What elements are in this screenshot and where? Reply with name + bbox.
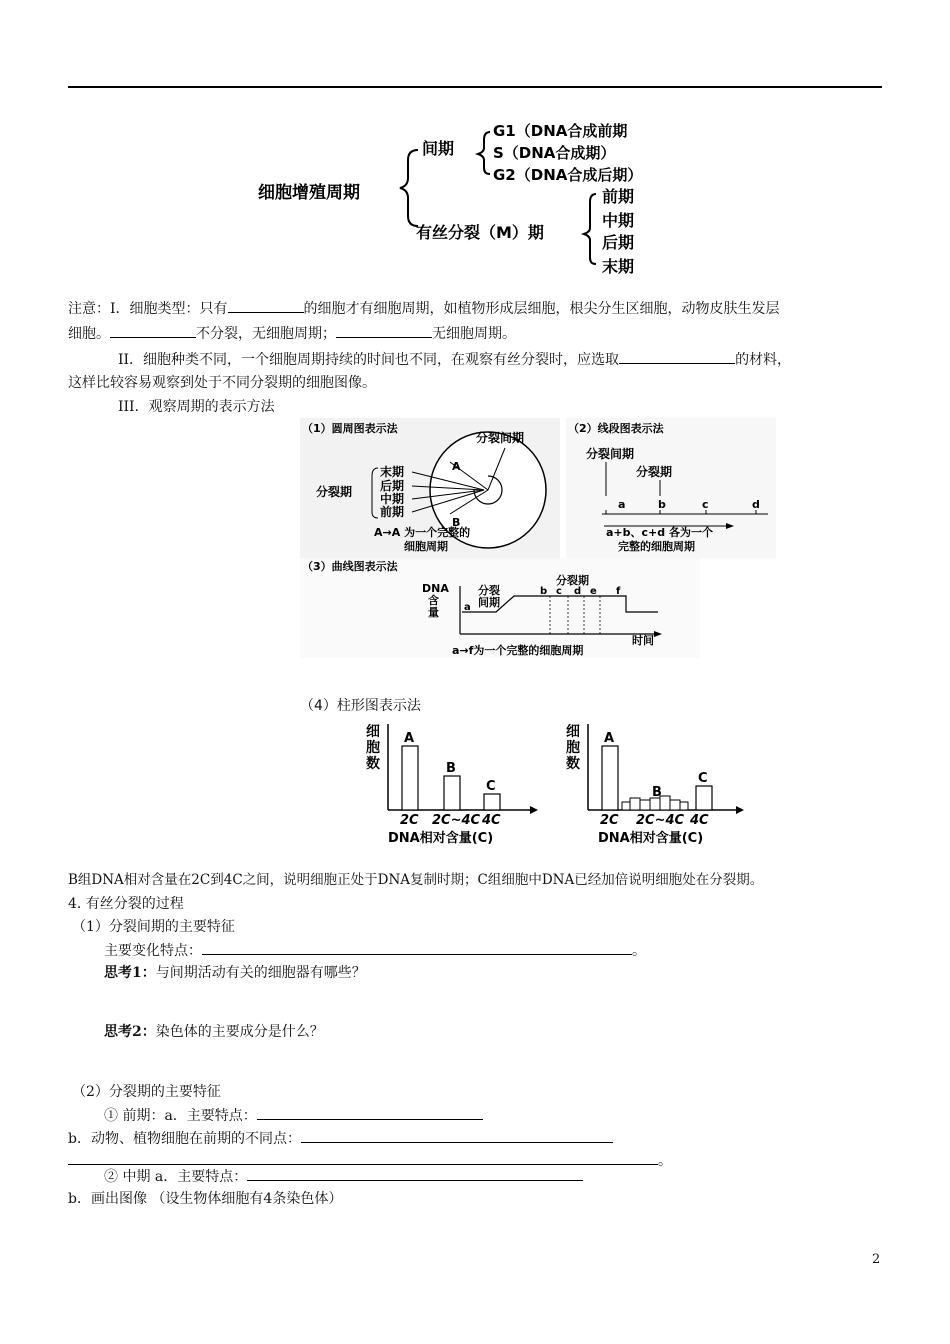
fig3-caption: a→f为一个完整的细胞周期 — [452, 644, 584, 657]
fig4r-label-a: A — [604, 731, 615, 746]
fig4r-ylabel-3: 数 — [566, 756, 580, 772]
fig3-interphase-1: 分裂 — [478, 584, 500, 597]
fig1-caption-1: A→A 为一个完整的 — [374, 526, 471, 539]
fig-curve-diagram — [300, 558, 700, 658]
diagram-s: S（DNA合成期） — [493, 144, 616, 162]
diagram-g2: G2（DNA合成后期） — [493, 166, 643, 184]
fig4l-ylabel-1: 细 — [366, 724, 380, 740]
fig4l-tick-1: 2C — [400, 813, 419, 828]
note-line-4: 这样比较容易观察到处于不同分裂期的细胞图像。 — [68, 375, 376, 391]
fig3-ylabel-2: 含 — [428, 594, 439, 607]
fig3-ylabel-3: 量 — [428, 606, 439, 619]
fig1-phase-3: 中期 — [380, 492, 405, 506]
fig4r-label-b: B — [652, 785, 662, 800]
diagram-g1: G1（DNA合成前期 — [493, 122, 628, 140]
diagram-mitosis: 有丝分裂（M）期 — [416, 223, 544, 242]
fig3-xlabel: 时间 — [632, 634, 654, 647]
main-change-line: 主要变化特点： 。 — [104, 940, 646, 961]
fig1-phase-1: 末期 — [380, 465, 405, 479]
note-line-1: 注意：I．细胞类型：只有 的细胞才有细胞周期，如植物形成层细胞，根尖分生区细胞，动物皮肤生发层 — [68, 298, 780, 319]
fig3-title: （3）曲线图表示法 — [302, 560, 398, 573]
fig1-interphase: 分裂间期 — [476, 431, 525, 445]
note-line-3: II．细胞种类不同，一个细胞周期持续的时间也不同，在观察有丝分裂时，应选取 的材料， — [118, 349, 791, 370]
page-number: 2 — [872, 1252, 881, 1267]
fig-circle-diagram — [300, 418, 560, 558]
diagram-phase-2: 中期 — [602, 211, 635, 230]
fig4-title: （4）柱形图表示法 — [300, 698, 421, 714]
fig4l-bar-b — [444, 776, 460, 810]
fig-line-diagram — [566, 418, 776, 558]
diagram-root: 细胞增殖周期 — [258, 183, 360, 203]
fig4l-ylabel-2: 胞 — [366, 740, 380, 756]
fig3-point-f: f — [616, 586, 621, 597]
note-line-5: III．观察周期的表示方法 — [118, 399, 275, 415]
fig2-point-c: c — [702, 498, 709, 511]
think-1: 思考1：与间期活动有关的细胞器有哪些？ — [104, 965, 366, 981]
cell-cycle-diagram — [250, 112, 690, 282]
fig3-division: 分裂期 — [556, 574, 589, 587]
diagram-phase-3: 后期 — [602, 233, 635, 252]
fig1-phase-4: 前期 — [380, 505, 405, 519]
prophase-b-continue: 。 — [68, 1150, 672, 1171]
fig3-point-a: a — [464, 602, 471, 613]
fig1-point-a: A — [452, 460, 461, 473]
sub-2-heading: （2）分裂期的主要特征 — [72, 1084, 221, 1100]
note-line-2: 细胞。 不分裂，无细胞周期； 无细胞周期。 — [68, 323, 516, 344]
fig4r-label-c: C — [698, 771, 708, 786]
fig4l-bar-c — [484, 794, 500, 810]
prophase-b-line: b．动物、植物细胞在前期的不同点： — [68, 1128, 613, 1149]
fig-bar-chart-right — [560, 720, 760, 850]
fig2-point-b: b — [658, 498, 666, 511]
fig4l-label-c: C — [486, 779, 496, 794]
think-2: 思考2：染色体的主要成分是什么？ — [104, 1024, 324, 1040]
fig4l-ylabel-3: 数 — [366, 756, 380, 772]
fig4r-tick-2: 2C~4C — [636, 813, 685, 828]
prophase-line: ① 前期：a．主要特点： — [104, 1105, 483, 1126]
fig2-caption-2: 完整的细胞周期 — [618, 540, 695, 553]
fig2-point-d: d — [752, 498, 760, 511]
fig1-title: （1）圆周图表示法 — [302, 422, 398, 435]
diagram-phase-1: 前期 — [602, 187, 635, 206]
fig3-point-d: d — [574, 586, 582, 597]
fig3-point-e: e — [590, 586, 597, 597]
fig4r-xlabel: DNA相对含量(C) — [598, 831, 704, 846]
fig3-point-b: b — [540, 586, 548, 597]
fig1-phase-2: 后期 — [380, 479, 405, 493]
fig4r-bar-c — [696, 786, 712, 810]
metaphase-line: ② 中期 a．主要特点： — [104, 1166, 583, 1187]
explain-line: B组DNA相对含量在2C到4C之间，说明细胞正处于DNA复制时期；C组细胞中DNA已经加倍说明细胞处在分裂期。 — [68, 872, 764, 888]
fig4r-tick-3: 4C — [690, 813, 709, 828]
fig4r-ylabel-2: 胞 — [566, 740, 580, 756]
fig4l-label-a: A — [404, 731, 415, 746]
metaphase-b-line: b．画出图像 （设生物体细胞有4条染色体） — [68, 1191, 343, 1207]
fig2-caption-1: a+b、c+d 各为一个 — [606, 526, 713, 539]
fig4l-label-b: B — [446, 761, 456, 776]
fig4l-tick-3: 4C — [482, 813, 501, 828]
fig4l-bar-a — [402, 746, 418, 810]
fig1-division: 分裂期 — [316, 485, 353, 499]
fig4r-ylabel-1: 细 — [566, 724, 580, 740]
fig3-interphase-2: 间期 — [478, 596, 500, 609]
diagram-phase-4: 末期 — [602, 257, 635, 276]
fig4r-tick-1: 2C — [600, 813, 619, 828]
sub-1-heading: （1）分裂间期的主要特征 — [72, 919, 235, 935]
section-4-heading: 4. 有丝分裂的过程 — [68, 896, 184, 912]
fig-bar-chart-left — [360, 720, 550, 850]
fig4r-bar-a — [602, 746, 618, 810]
fig2-point-a: a — [618, 498, 626, 511]
fig2-division: 分裂期 — [636, 465, 673, 479]
diagram-interphase: 间期 — [422, 139, 455, 158]
header-rule — [68, 86, 882, 88]
fig3-point-c: c — [556, 586, 562, 597]
fig2-title: （2）线段图表示法 — [568, 422, 664, 435]
fig1-point-b: B — [452, 516, 461, 529]
fig2-interphase: 分裂间期 — [586, 447, 635, 461]
fig3-ylabel-1: DNA — [422, 582, 449, 595]
fig1-caption-2: 细胞周期 — [404, 540, 448, 553]
fig4l-xlabel: DNA相对含量(C) — [388, 831, 494, 846]
fig4l-tick-2: 2C~4C — [432, 813, 481, 828]
